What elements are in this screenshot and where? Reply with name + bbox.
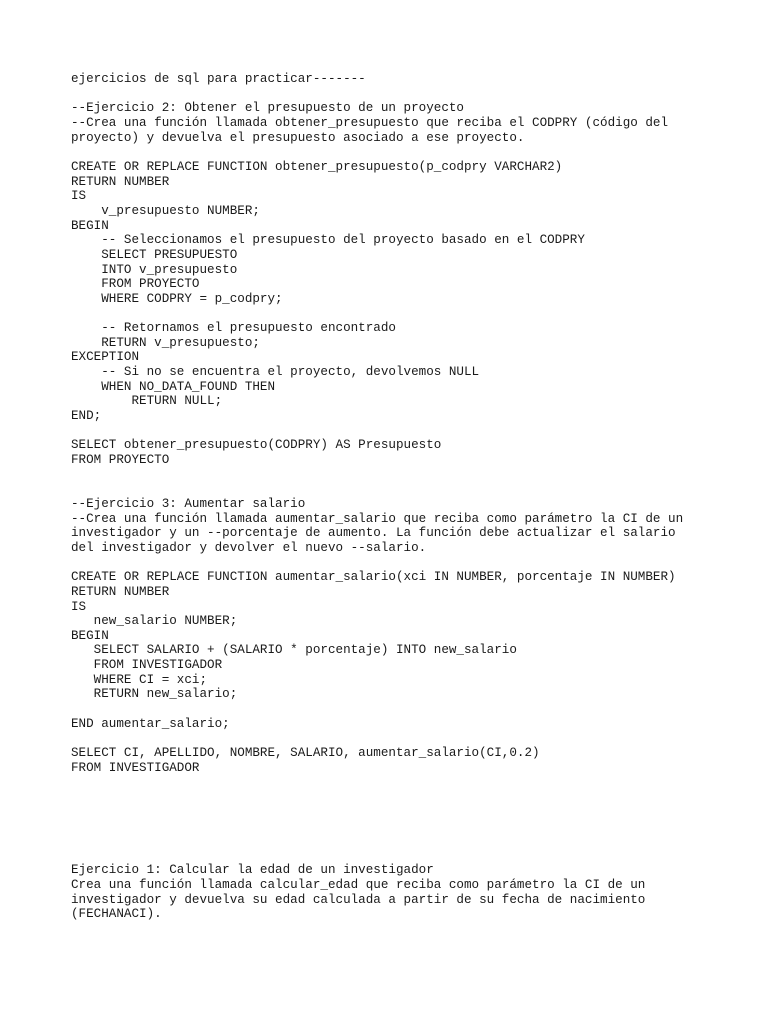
document-line — [71, 87, 731, 102]
document-line: WHERE CI = xci; — [71, 672, 208, 687]
document-line: investigador y un --porcentaje de aumento. La función debe actualizar el salario — [71, 526, 676, 541]
document-line — [71, 819, 731, 834]
document-line: INTO v_presupuesto — [71, 262, 238, 277]
document-line — [71, 834, 731, 849]
document-line: Ejercicio 1: Calcular la edad de un investigador — [71, 863, 434, 878]
document-line: IS — [71, 189, 87, 204]
document-line: SELECT CI, APELLIDO, NOMBRE, SALARIO, aumentar_salario(CI,0.2) — [71, 746, 540, 761]
document-line: SELECT SALARIO + (SALARIO * porcentaje) INTO new_salario — [71, 643, 517, 658]
document-line: del investigador y devolver el nuevo --salario. — [71, 540, 427, 555]
document-line — [71, 145, 731, 160]
document-line — [71, 849, 731, 864]
document-line: v_presupuesto NUMBER; — [71, 203, 260, 218]
document-line: RETURN new_salario; — [71, 687, 238, 702]
document-line: END aumentar_salario; — [71, 716, 230, 731]
document-line: CREATE OR REPLACE FUNCTION obtener_presupuesto(p_codpry VARCHAR2) — [71, 159, 563, 174]
document-line: RETURN NULL; — [71, 394, 223, 409]
document-line: (FECHANACI). — [71, 907, 162, 922]
document-line: FROM PROYECTO — [71, 453, 170, 467]
document-line: SELECT PRESUPUESTO — [71, 247, 238, 262]
document-line: IS — [71, 599, 87, 614]
document-line — [71, 731, 731, 746]
document-line: --Crea una función llamada aumentar_salario que reciba como parámetro la CI de un — [71, 511, 684, 526]
document-line: BEGIN — [71, 628, 109, 643]
document-line: --Ejercicio 3: Aumentar salario — [71, 496, 306, 511]
document-line: BEGIN — [71, 218, 109, 233]
document-line — [71, 805, 731, 820]
document-line: END; — [71, 409, 102, 424]
document-line: RETURN NUMBER — [71, 174, 170, 189]
document-line — [71, 306, 731, 321]
document-line — [71, 468, 731, 483]
document-line — [71, 482, 731, 497]
document-line: FROM PROYECTO — [71, 277, 200, 292]
document-line: ejercicios de sql para practicar------- — [71, 72, 366, 86]
document-line: -- Seleccionamos el presupuesto del proyecto basado en el CODPRY — [71, 233, 585, 248]
document-line: WHERE CODPRY = p_codpry; — [71, 291, 283, 306]
document-line: --Ejercicio 2: Obtener el presupuesto de un proyecto — [71, 101, 464, 116]
document-line: FROM INVESTIGADOR — [71, 658, 223, 673]
document-line — [71, 556, 731, 571]
document-line: proyecto) y devuelva el presupuesto asociado a ese proyecto. — [71, 130, 525, 145]
document-line: CREATE OR REPLACE FUNCTION aumentar_salario(xci IN NUMBER, porcentaje IN NUMBER) — [71, 570, 676, 585]
document-line: -- Retornamos el presupuesto encontrado — [71, 321, 396, 336]
document-body — [71, 72, 731, 922]
document-line: -- Si no se encuentra el proyecto, devolvemos NULL — [71, 365, 480, 380]
document-line — [71, 790, 731, 805]
document-line: new_salario NUMBER; — [71, 614, 238, 629]
document-line: --Crea una función llamada obtener_presupuesto que reciba el CODPRY (código del — [71, 115, 669, 130]
document-line — [71, 424, 731, 439]
document-line — [71, 702, 731, 717]
document-line: RETURN v_presupuesto; — [71, 335, 260, 350]
document-line: WHEN NO_DATA_FOUND THEN — [71, 379, 276, 394]
document-line: RETURN NUMBER — [71, 584, 170, 599]
document-line: FROM INVESTIGADOR — [71, 760, 200, 775]
document-line: investigador y devuelva su edad calculada a partir de su fecha de nacimiento — [71, 892, 646, 907]
document-line: SELECT obtener_presupuesto(CODPRY) AS Presupuesto — [71, 438, 442, 453]
document-line — [71, 775, 731, 790]
document-line: Crea una función llamada calcular_edad que reciba como parámetro la CI de un — [71, 877, 646, 892]
document-line: EXCEPTION — [71, 350, 140, 365]
